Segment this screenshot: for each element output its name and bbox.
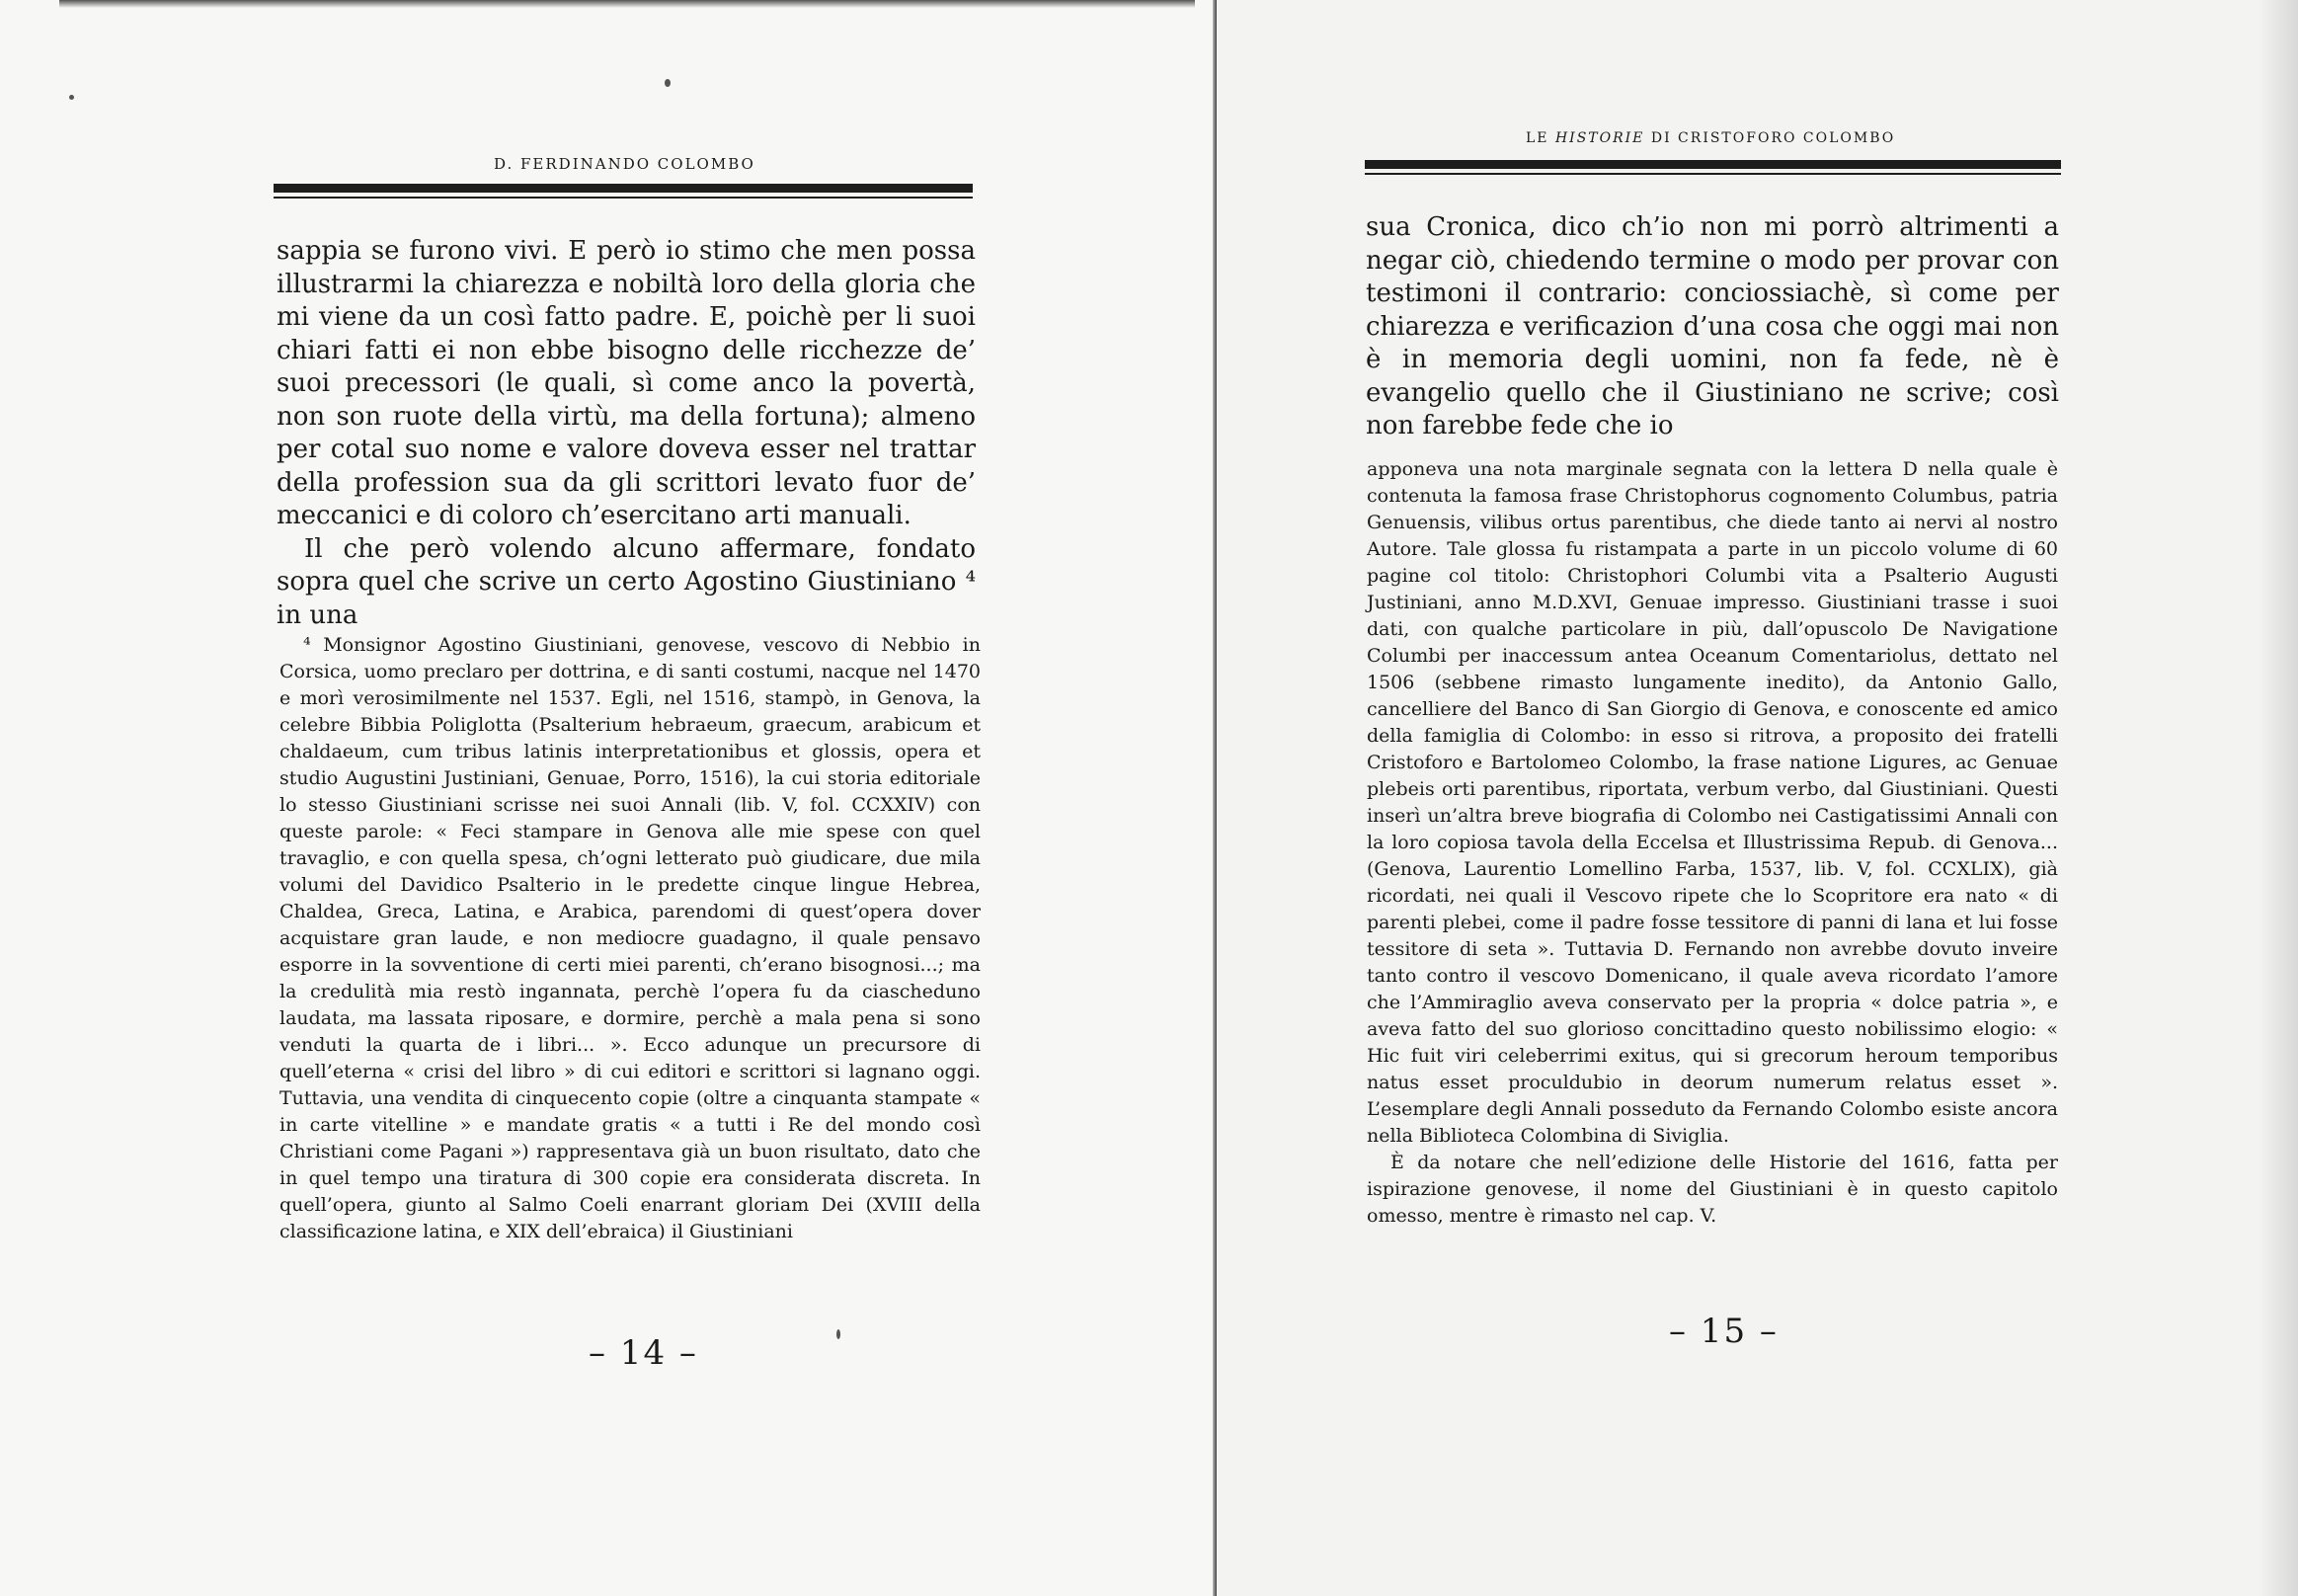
scan-top-shadow	[59, 0, 1195, 8]
left-header-rule-thin	[274, 197, 973, 199]
right-header-rule-thick	[1365, 160, 2061, 169]
right-page	[1217, 0, 2298, 1596]
scan-right-edge-shadow	[2258, 0, 2298, 1596]
footnote-4-continued: apponeva una nota marginale segnata con la lettera D nella quale è contenuta la famosa frase Christophorus cognomento Columbus, patria Genuensis, vilibus ortus parentibus, che diede tanto ai nervi al nostro Autore. Tale glossa fu ristampata a parte in un piccolo volume di 60 pagine col titolo: Christophori Columbi vita a Psalterio Augusti Justiniani, anno M.D.XVI, Genuae impresso. Giustiniani trasse i suoi dati, con qualche particolare in più, dall’opuscolo De Navigatione Columbi per inaccessum antea Oceanum Comentariolus, dettato nel 1506 (sebbene rimasto lungamente inedito), da Antonio Gallo, cancelliere del Banco di San Giorgio di Genova, e conoscente ed amico della famiglia di Colombo: in esso si ritrova, a proposito dei fratelli Cristoforo e Bartolomeo Colombo, la frase natione Ligures, ac Genuae plebeis orti parentibus, riportata, verbum verbo, dal Giustiniani. Questi inserì un’altra breve biografia di Colombo nei Castigatissimi Annali con la loro copiosa tavola della Eccelsa et Illustrissima Repub. di Genova... (Genova, Laurentio Lomellino Farba, 1537, lib. V, fol. CCXLIX), già ricordati, nei quali il Vescovo ripete che lo Scopritore era nato « di parenti plebei, come il padre fosse tessitore di panni di lana et lui fosse tessitore di seta ». Tuttavia D. Fernando non avrebbe dovuto inveire tanto contro il vescovo Domenicano, il quale aveva ricordato l’amore che l’Ammiraglio aveva conservato per la propria « dolce patria », e aveva fatto del suo glorioso concittadino questo nobilissimo elogio: « Hic fuit viri celeberrimi exitus, qui si grecorum heroum temporibus natus esset proculdubio in deorum numerum relatus esset ». L’esemplare degli Annali posseduto da Fernando Colombo esiste ancora nella Biblioteca Colombina di Siviglia.	[1367, 458, 2058, 1147]
left-header-rule-thick	[274, 184, 973, 193]
footnote-4-paragraph-2: È da notare che nell’edizione delle Historie del 1616, fatta per ispirazione genovese, il nome del Giustiniani è in questo capitolo omesso, mentre è rimasto nel cap. V.	[1367, 1152, 2058, 1227]
right-footnote	[1367, 456, 2058, 1230]
scan-speck	[836, 1329, 840, 1339]
left-body-paragraph-1: sappia se furono vivi. E però io stimo che men possa illustrarmi la chiarezza e nobiltà loro della gloria che mi viene da un così fatto padre. E, poichè per li suoi chiari fatti ei non ebbe bisogno delle ricchezze de’ suoi precessori (le quali, sì come anco la povertà, non son ruote della virtù, ma della fortuna); almeno per cotal suo nome e valore doveva esser nel trattar della profession sua da gli scrittori levato fuor de’ meccanici e di coloro ch’esercitano arti manuali.	[277, 236, 976, 530]
scan-speck	[69, 95, 74, 100]
footnote-4: ⁴ Monsignor Agostino Giustiniani, genovese, vescovo di Nebbio in Corsica, uomo preclaro per dottrina, e di santi costumi, nacque nel 1470 e morì verosimilmente nel 1537. Egli, nel 1516, stampò, in Genova, la celebre Bibbia Poliglotta (Psalterium hebraeum, graecum, arabicum et chaldaeum, cum tribus latinis interpretationibus et glossis, opera et studio Augustini Justiniani, Genuae, Porro, 1516), la cui storia editoriale lo stesso Giustiniani scrisse nei suoi Annali (lib. V, fol. CCXXIV) con queste parole: « Feci stampare in Genova alle mie spese con quel travaglio, e con quella spesa, ch’ogni letterato può giudicare, due mila volumi del Davidico Psalterio in le predette cinque lingue Hebrea, Chaldea, Greca, Latina, e Arabica, parendomi di quest’opera dover acquistare gran laude, e non mediocre guadagno, il quale pensavo esporre in la sovventione di certi miei parenti, ch’erano bisognosi...; ma la credulità mia restò ingannata, perchè l’opera fu da ciascheduno laudata, ma lassata riposare, e dormire, perchè a mala pena si sono venduti la quarta de i libri... ». Ecco adunque un precursore di quell’eterna « crisi del libro » di cui editori e scrittori si lagnano oggi. Tuttavia, una vendita di cinquecento copie (oltre a cinquanta stampate « in carte vitelline » e mandate gratis « a tutti i Re del mondo così Christiani come Pagani ») rappresentava già un buon risultato, dato che in quel tempo una tiratura di 300 copie era considerata discreta. In quell’opera, giunto al Salmo Coeli enarrant gloriam Dei (XVIII della classificazione latina, e XIX dell’ebraica) il Giustiniani	[279, 634, 981, 1242]
right-running-head-pre: LE	[1526, 130, 1555, 146]
left-body-paragraph-2: Il che però volendo alcuno affermare, fondato sopra quel che scrive un certo Agostino Giustiniano ⁴ in una	[277, 533, 976, 630]
right-body-text	[1366, 211, 2059, 443]
right-running-head-italic: HISTORIE	[1554, 130, 1645, 146]
scan-speck	[665, 79, 671, 87]
right-header-rule-thin	[1365, 173, 2061, 175]
left-running-head: D. FERDINANDO COLOMBO	[494, 155, 755, 173]
left-page-number: – 14 –	[589, 1333, 698, 1373]
left-footnote	[279, 632, 981, 1245]
right-body-paragraph: sua Cronica, dico ch’io non mi porrò altrimenti a negar ciò, chiedendo termine o modo per provar con testimoni il contrario: conciossiachè, sì come per chiarezza e verificazion d’una cosa che oggi mai non è in memoria degli uomini, non fa fede, nè è evangelio quello che il Giustiniano ne scrive; così non farebbe fede che io	[1366, 212, 2059, 440]
left-body-text	[277, 235, 976, 632]
right-running-head-post: DI CRISTOFORO COLOMBO	[1644, 130, 1896, 146]
right-running-head	[1526, 130, 1895, 146]
right-page-number: – 15 –	[1669, 1312, 1779, 1351]
